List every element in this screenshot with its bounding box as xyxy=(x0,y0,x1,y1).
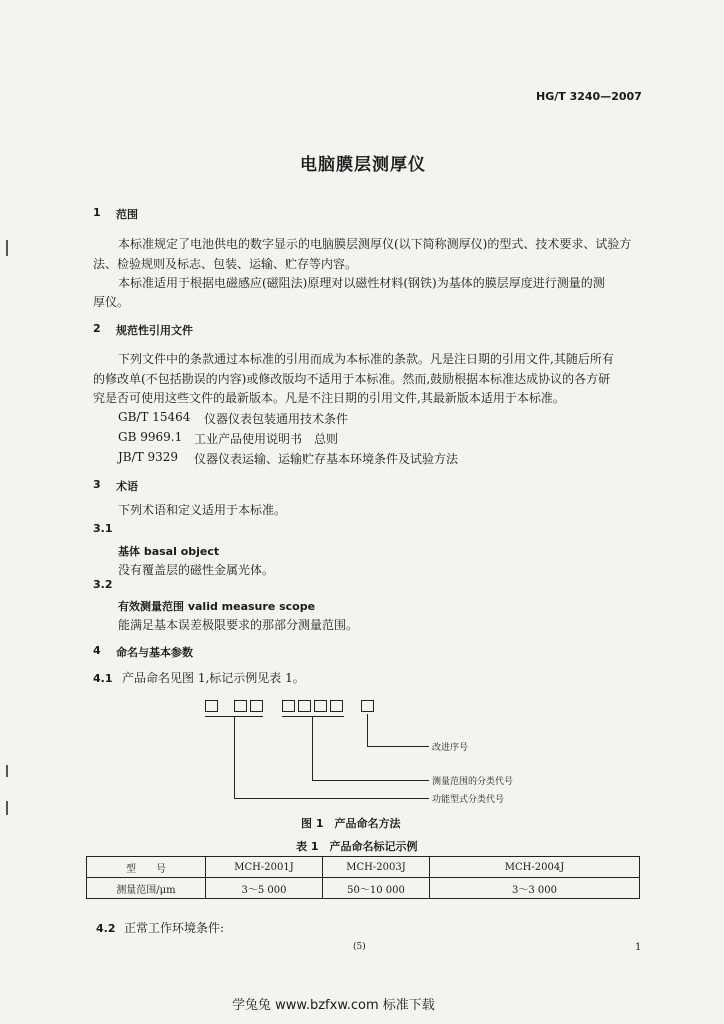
figure-label: 功能型式分类代号 xyxy=(432,795,505,805)
clause-number: 4.1 xyxy=(93,672,113,685)
code-box xyxy=(282,700,295,712)
figure-caption: 图 1 产品命名方法 xyxy=(301,817,401,830)
paragraph: 本标准规定了电池供电的数字显示的电脑膜层测厚仪(以下简称测厚仪)的型式、技术要求、试验方 xyxy=(118,237,632,251)
paragraph: 厚仪。 xyxy=(93,295,130,309)
reference-name: 工业产品使用说明书 总则 xyxy=(194,432,339,446)
leader-line xyxy=(234,716,235,799)
section-3-title: 术语 xyxy=(116,480,138,493)
code-box xyxy=(205,700,218,712)
naming-table xyxy=(86,856,640,899)
section-2-title: 规范性引用文件 xyxy=(116,324,193,337)
clause-number: 3.1 xyxy=(93,522,113,535)
figure-label: 测量范围的分类代号 xyxy=(432,777,514,787)
table-cell: MCH-2001J xyxy=(206,857,323,878)
leader-line xyxy=(367,746,429,747)
table-header-cell: 型 号 xyxy=(87,857,206,878)
paragraph: 的修改单(不包括勘误的内容)或修改版均不适用于本标准。然而,鼓励根据本标准达成协议的各方研 xyxy=(93,372,611,386)
paragraph: 下列术语和定义适用于本标准。 xyxy=(118,503,287,517)
leader-line xyxy=(234,798,429,799)
section-3-number: 3 xyxy=(93,478,101,491)
table-cell: 3～5 000 xyxy=(206,878,323,899)
clause-number: 4.2 xyxy=(96,922,116,935)
reference-name: 仪器仪表运输、运输贮存基本环境条件及试验方法 xyxy=(194,452,459,466)
footer-watermark: 学兔兔 www.bzfxw.com 标准下载 xyxy=(232,998,435,1013)
leader-line xyxy=(282,716,344,717)
leader-line xyxy=(312,780,429,781)
scan-mark xyxy=(6,240,8,256)
leader-line xyxy=(312,716,313,781)
table-cell: MCH-2004J xyxy=(430,857,640,878)
code-box xyxy=(361,700,374,712)
paragraph: 产品命名见图 1,标记示例见表 1。 xyxy=(122,671,305,685)
clause-number: 3.2 xyxy=(93,578,113,591)
code-box xyxy=(314,700,327,712)
section-2-number: 2 xyxy=(93,322,101,335)
figure-label: 改进序号 xyxy=(432,743,469,753)
code-box xyxy=(234,700,247,712)
term-definition: 没有覆盖层的磁性金属光体。 xyxy=(118,563,275,577)
paragraph: 下列文件中的条款通过本标准的引用而成为本标准的条款。凡是注日期的引用文件,其随后所有 xyxy=(118,352,614,366)
reference-code: JB/T 9329 xyxy=(118,450,179,464)
paragraph: 正常工作环境条件: xyxy=(124,921,225,935)
table-row xyxy=(87,857,640,878)
paragraph: 法、检验规则及标志、包装、运输、贮存等内容。 xyxy=(93,257,358,271)
code-box xyxy=(250,700,263,712)
table-caption: 表 1 产品命名标记示例 xyxy=(296,840,418,853)
section-1-title: 范围 xyxy=(116,208,138,221)
section-4-title: 命名与基本参数 xyxy=(116,646,193,659)
reference-name: 仪器仪表包装通用技术条件 xyxy=(204,412,349,426)
reference-code: GB/T 15464 xyxy=(118,410,191,424)
code-box xyxy=(330,700,343,712)
term-heading: 基体 basal object xyxy=(118,545,220,558)
paragraph: 本标准适用于根据电磁感应(磁阻法)原理对以磁性材料(钢铁)为基体的膜层厚度进行测量的测 xyxy=(118,276,605,290)
scan-mark xyxy=(6,765,8,777)
page-number-right: 1 xyxy=(635,942,642,953)
page-number-center: (5) xyxy=(353,942,366,952)
section-4-number: 4 xyxy=(93,644,101,657)
leader-line xyxy=(367,714,368,747)
paragraph: 究是否可使用这些文件的最新版本。凡是不注日期的引用文件,其最新版本适用于本标准。 xyxy=(93,391,565,405)
table-header-cell: 测量范围/μm xyxy=(87,878,206,899)
term-heading: 有效测量范围 valid measure scope xyxy=(118,600,316,613)
table-cell: MCH-2003J xyxy=(323,857,430,878)
table-row xyxy=(87,878,640,899)
reference-code: GB 9969.1 xyxy=(118,430,183,444)
code-box xyxy=(298,700,311,712)
standard-number: HG/T 3240—2007 xyxy=(536,90,642,103)
term-definition: 能满足基本误差极限要求的那部分测量范围。 xyxy=(118,618,359,632)
section-1-number: 1 xyxy=(93,206,101,219)
table-cell: 3～3 000 xyxy=(430,878,640,899)
scan-mark xyxy=(6,801,8,815)
table-cell: 50～10 000 xyxy=(323,878,430,899)
document-title: 电脑膜层测厚仪 xyxy=(300,155,426,175)
